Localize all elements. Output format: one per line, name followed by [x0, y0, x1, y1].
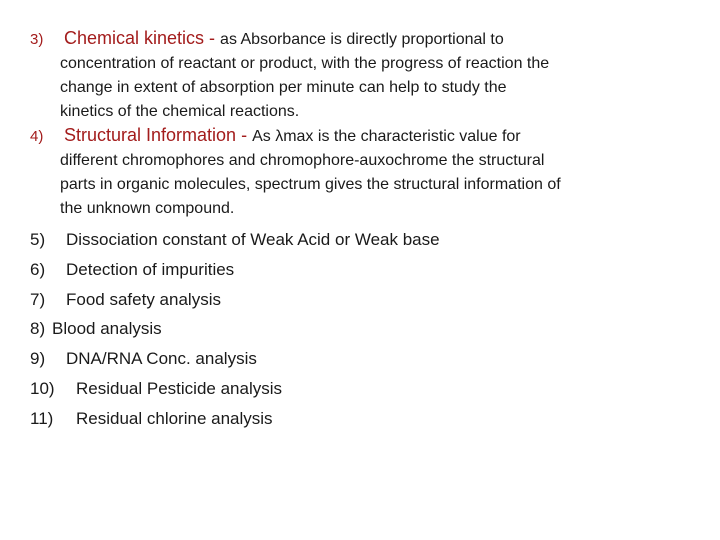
lambda-max-symbol: λmax — [275, 128, 314, 145]
item-text: Residual chlorine analysis — [76, 409, 273, 428]
list-item — [30, 377, 282, 401]
item-number: 5) — [30, 230, 46, 249]
list-item-chemical-kinetics — [30, 26, 690, 124]
item-lead: as Absorbance is directly proportional to — [220, 31, 504, 48]
item-line: concentration of reactant or product, with the progress of reaction the — [60, 55, 550, 72]
item-number: 3) — [30, 31, 44, 48]
item-text: Blood analysis — [52, 319, 162, 338]
item-number: 4) — [30, 128, 44, 145]
item-line: kinetics of the chemical reactions. — [60, 103, 300, 120]
item-text: DNA/RNA Conc. analysis — [66, 349, 257, 368]
item-title: Chemical kinetics - — [64, 28, 221, 48]
item-number: 8) — [30, 319, 46, 338]
list-item — [30, 228, 440, 252]
item-number: 9) — [30, 349, 46, 368]
item-title: Structural Information - — [64, 125, 253, 145]
list-item — [30, 288, 221, 312]
item-text: Dissociation constant of Weak Acid or Weak base — [66, 230, 440, 249]
item-number: 10) — [30, 379, 55, 398]
item-lead: is the characteristic value for — [313, 128, 521, 145]
item-lead-prefix: As — [252, 128, 276, 145]
list-item — [30, 407, 273, 431]
item-line: the unknown compound. — [60, 200, 235, 217]
list-item — [30, 258, 234, 282]
item-line: parts in organic molecules, spectrum gives the structural information of — [60, 176, 561, 193]
list-item — [30, 317, 162, 341]
item-text: Detection of impurities — [66, 260, 235, 279]
item-number: 6) — [30, 260, 46, 279]
item-line: change in extent of absorption per minute can help to study the — [60, 79, 507, 96]
item-number: 11) — [30, 409, 54, 428]
list-item-structural-information — [30, 123, 690, 221]
item-line: different chromophores and chromophore-auxochrome the structural — [60, 152, 545, 169]
item-text: Food safety analysis — [66, 290, 221, 309]
item-text: Residual Pesticide analysis — [76, 379, 282, 398]
list-item — [30, 347, 257, 371]
item-number: 7) — [30, 290, 46, 309]
